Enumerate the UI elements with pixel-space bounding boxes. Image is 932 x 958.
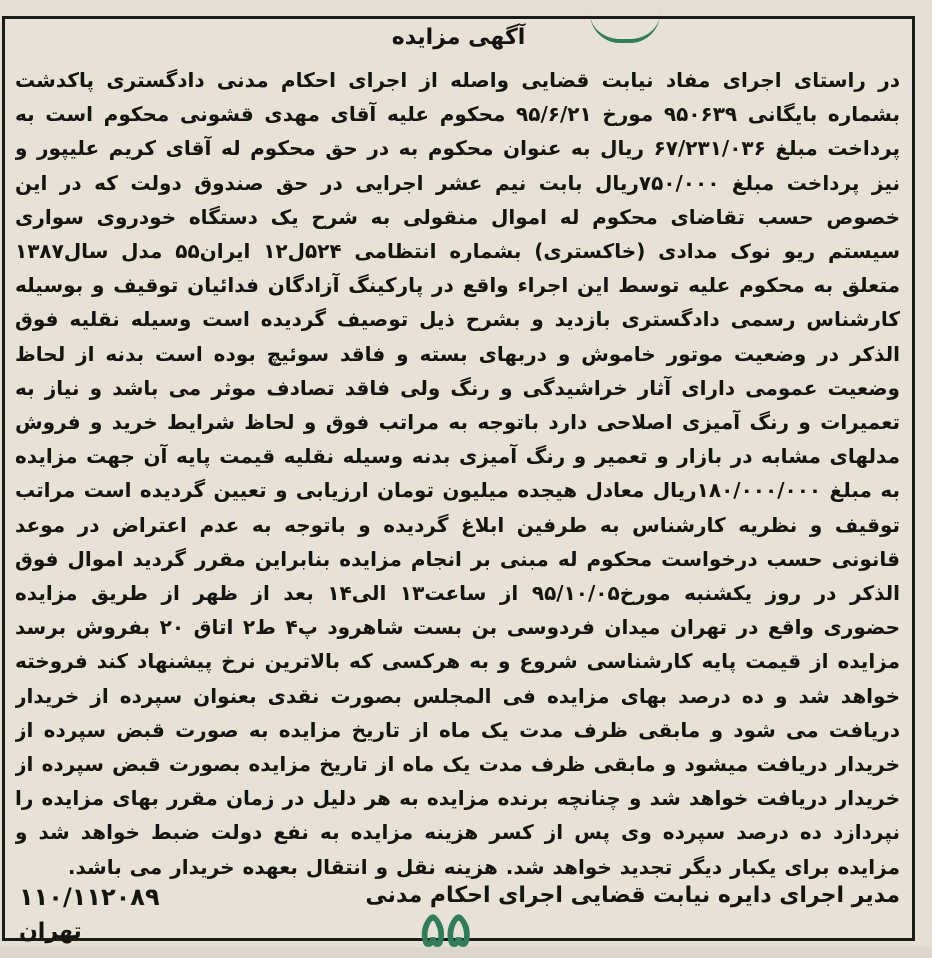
notice-title: آگهی مزایده (391, 25, 526, 50)
signature-title: مدیر اجرای دایره نیابت قضایی اجرای احکام مدنی (365, 883, 900, 908)
reference-number: ۱۱۰/۱۱۲۰۸۹ (19, 883, 160, 911)
handwritten-green-number: ۵۵ (420, 902, 472, 958)
notice-body: در راستای اجرای مفاد نیابت قضایی واصله از اجرای احکام مدنی دادگستری پاکدشت بشماره بایگانی ۹۵۰۶۳۹ مورخ ۹۵/۶/۲۱ محکوم علیه آقای مهدی قشونی محکوم است به پرداخت مبلغ ۶۷/۲۳۱/۰۳۶ ریال به عنوان محکوم به در حق محکوم له آقای کریم علیپور و نیز پرداخت مبلغ ۷۵۰/۰۰۰ریال بابت نیم عشر اجرایی در حق صندوق دولت که در این خصوص حسب تقاضای محکوم له اموال منقولی به شرح یک دستگاه خودروی سواری سیستم ریو نوک مدادی (خاکستری) بشماره انتظامی ۵۲۴ل۱۲ ایران۵۵ مدل سال۱۳۸۷ متعلق به محکوم علیه توسط این اجراء واقع در پارکینگ آزادگان فدائیان توقیف و بوسیله کارشناس رسمی دادگستری بازدید و بشرح ذیل توصیف گردیده است وسیله نقلیه فوق الذکر در وضعیت موتور خاموش و دربهای بسته و فاقد سوئیچ بوده است بدنه از لحاظ وضعیت عمومی دارای آثار خراشیدگی و رنگ ولی فاقد تصادف موثر می باشد و نیاز به تعمیرات و رنگ آمیزی اصلاحی دارد باتوجه به مراتب فوق و لحاظ شرایط خرید و فروش مدلهای مشابه در بازار و تعمیر و رنگ آمیزی بدنه وسیله نقلیه قیمت پایه آن جهت مزایده به مبلغ ۱۸۰/۰۰۰/۰۰۰ریال معادل هیجده میلیون تومان ارزیابی و تعیین گردیده است مراتب توقیف و نظریه کارشناس به طرفین ابلاغ گردیده و باتوجه به عدم اعتراض در موعد قانونی حسب درخواست محکوم له مبنی بر انجام مزایده بنابراین مقرر گردید اموال فوق الذکر در روز یکشنبه مورخ۹۵/۱۰/۰۵ از ساعت۱۳ الی۱۴ بعد از ظهر از طریق مزایده حضوری واقع در تهران میدان فردوسی بن بست شاهرود پ۴ ط۲ اتاق ۲۰ بفروش برسد مزایده از قیمت پایه کارشناسی شروع و به هرکسی که بالاترین نرخ پیشنهاد کند فروخته خواهد شد و ده درصد بهای مزایده فی المجلس بصورت نقدی بعنوان سپرده از خریدار دریافت می شود و مابقی ظرف مدت یک ماه از تاریخ مزایده به صورت قبض سپرده از خریدار دریافت میشود و مابقی ظرف مدت یک ماه از تاریخ مزایده بصورت قبض سپرده از خریدار دریافت خواهد شد و چنانچه برنده مزایده به هر دلیل در زمان مقرر بهای مزایده را نپردازد ده درصد سپرده وی پس از کسر هزینه مزایده به نفع دولت ضبط خواهد شد و مزایده برای یکبار دیگر تجدید خواهد شد. هزینه نقل و انتقال بعهده خریدار می باشد. (15, 68, 900, 879)
notice-frame (2, 16, 915, 944)
signature-city: تهران (19, 919, 82, 944)
